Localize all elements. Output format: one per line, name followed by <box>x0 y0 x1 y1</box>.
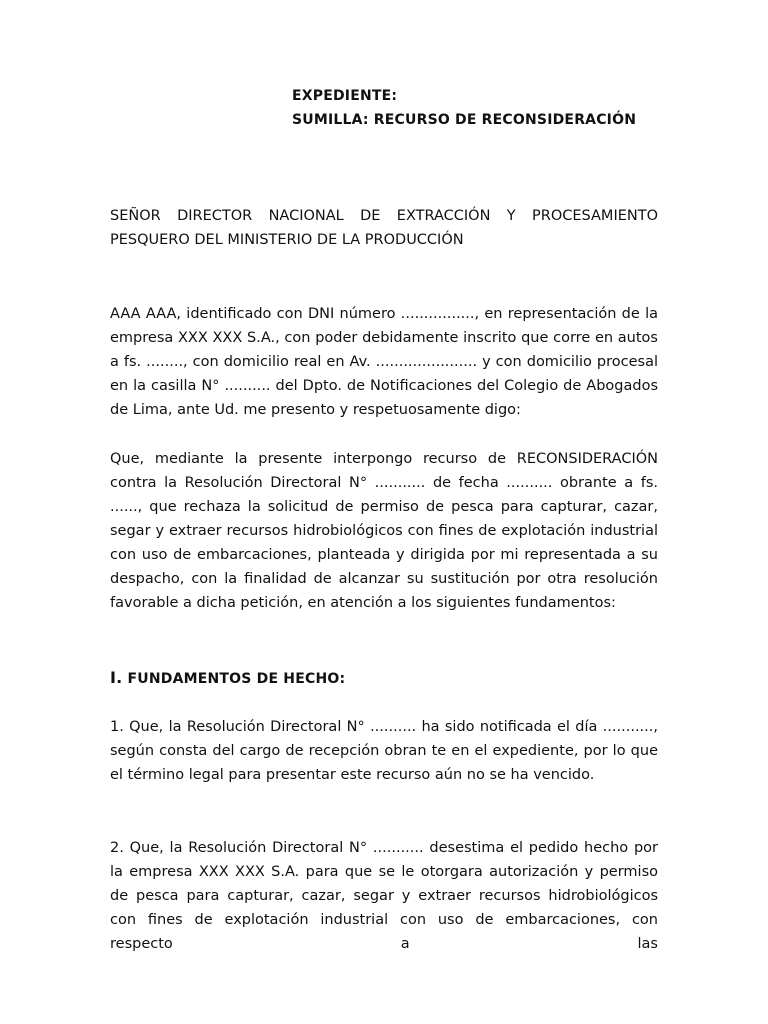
section-numeral: I. <box>110 668 123 687</box>
petition-paragraph: Que, mediante la presente interpongo recurso de RECONSIDERACIÓN contra la Resolución Directoral N° ........... de fecha .......... obrante a fs. ......, que rechaza la solicitud de permiso de pesca para capturar, cazar, segar y extraer recursos hidrobiológicos con fines de explotación industrial con uso de embarcaciones, planteada y dirigida por mi representada a su despacho, con la finalidad de alcanzar su sustitución por otra resolución favorable a dicha petición, en atención a los siguientes fundamentos: <box>110 451 658 611</box>
addressee-paragraph: SEÑOR DIRECTOR NACIONAL DE EXTRACCIÓN Y PROCESAMIENTO PESQUERO DEL MINISTERIO DE LA PRODUCCIÓN <box>110 208 658 248</box>
intro-paragraph: AAA AAA, identificado con DNI número ................, en representación de la empresa XXX XXX S.A., con poder debidamente inscrito que corre en autos a fs. ........, con domicilio real en Av. ...................... y con domicilio procesal en la casilla N° .......... del Dpto. de Notificaciones del Colegio de Abogados de Lima, ante Ud. me presento y respetuosamente digo: <box>110 306 658 418</box>
expediente-label: EXPEDIENTE: <box>292 88 398 104</box>
section-title-text: FUNDAMENTOS DE HECHO: <box>122 671 346 687</box>
sumilla-label: SUMILLA: RECURSO DE RECONSIDERACIÓN <box>292 112 637 128</box>
section-heading <box>110 666 345 691</box>
fact-item-2: 2. Que, la Resolución Directoral N° ........... desestima el pedido hecho por la empresa XXX XXX S.A. para que se le otorgara autorización y permiso de pesca para capturar, cazar, segar y extraer recursos hidrobiológicos con fines de explotación industrial con uso de embarcaciones, con respecto a las <box>110 840 658 952</box>
fact-item-1: 1. Que, la Resolución Directoral N° .......... ha sido notificada el día ..........., según consta del cargo de recepción obran te en el expediente, por lo que el término legal para presentar este recurso aún no se ha vencido. <box>110 719 658 783</box>
document-header <box>292 84 636 132</box>
